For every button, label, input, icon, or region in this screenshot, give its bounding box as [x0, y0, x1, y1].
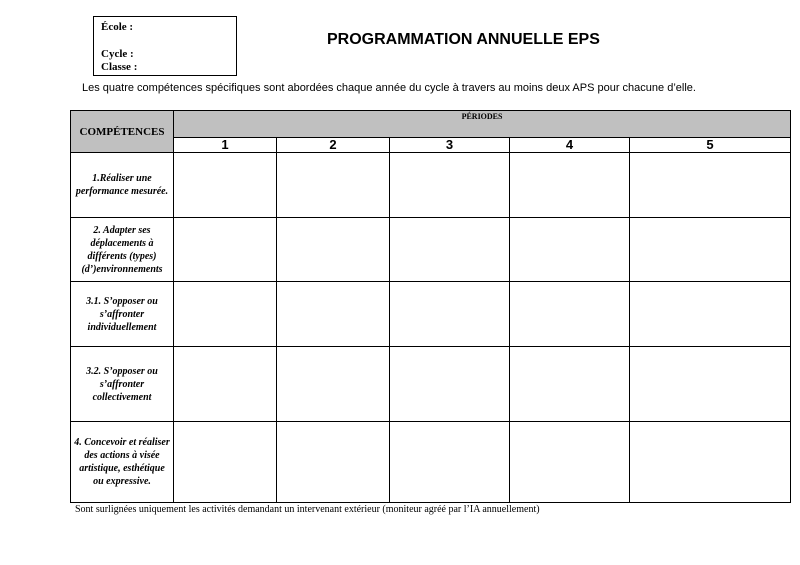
- table-row: [71, 282, 791, 347]
- programming-table: [70, 110, 791, 503]
- period-cell[interactable]: [630, 153, 791, 218]
- period-cell[interactable]: [510, 282, 630, 347]
- period-cell[interactable]: [630, 282, 791, 347]
- periodes-header: PÉRIODES: [174, 111, 791, 138]
- period-cell[interactable]: [174, 347, 277, 422]
- period-cell[interactable]: [277, 347, 390, 422]
- period-cell[interactable]: [510, 347, 630, 422]
- period-cell[interactable]: [390, 347, 510, 422]
- cycle-label: Cycle :: [101, 48, 134, 60]
- competence-cell: 4. Concevoir et réaliser des actions à visée artistique, esthétique ou expressive.: [71, 422, 174, 503]
- competences-header: COMPÉTENCES: [71, 111, 174, 153]
- period-header: 2: [277, 138, 390, 153]
- table-row: [71, 422, 791, 503]
- period-cell[interactable]: [174, 422, 277, 503]
- table-row: [71, 347, 791, 422]
- school-info-box: [93, 16, 237, 76]
- competence-cell: 1.Réaliser une performance mesurée.: [71, 153, 174, 218]
- period-cell[interactable]: [390, 282, 510, 347]
- period-cell[interactable]: [630, 218, 791, 282]
- competence-cell: 2. Adapter ses déplacements à différents (types) (d’)environnements: [71, 218, 174, 282]
- period-cell[interactable]: [510, 218, 630, 282]
- school-label: École :: [101, 21, 134, 33]
- period-header: 4: [510, 138, 630, 153]
- period-cell[interactable]: [174, 218, 277, 282]
- footnote: Sont surlignées uniquement les activités demandant un intervenant extérieur (moniteur agréé par l’IA annuellement): [75, 504, 540, 515]
- competence-cell: 3.2. S’opposer ou s’affronter collectivement: [71, 347, 174, 422]
- page-title: PROGRAMMATION ANNUELLE EPS: [327, 31, 600, 48]
- period-cell[interactable]: [510, 422, 630, 503]
- period-header: 5: [630, 138, 791, 153]
- period-cell[interactable]: [630, 422, 791, 503]
- period-cell[interactable]: [277, 218, 390, 282]
- period-cell[interactable]: [174, 282, 277, 347]
- table-row: [71, 153, 791, 218]
- table-row: [71, 218, 791, 282]
- period-cell[interactable]: [277, 282, 390, 347]
- competence-cell: 3.1. S’opposer ou s’affronter individuellement: [71, 282, 174, 347]
- period-cell[interactable]: [510, 153, 630, 218]
- intro-text: Les quatre compétences spécifiques sont abordées chaque année du cycle à travers au moins deux APS pour chacune d’elle.: [82, 82, 696, 94]
- period-cell[interactable]: [277, 422, 390, 503]
- period-header: 3: [390, 138, 510, 153]
- period-cell[interactable]: [174, 153, 277, 218]
- period-header: 1: [174, 138, 277, 153]
- period-cell[interactable]: [390, 422, 510, 503]
- period-cell[interactable]: [630, 347, 791, 422]
- period-cell[interactable]: [277, 153, 390, 218]
- class-label: Classe :: [101, 61, 138, 73]
- period-cell[interactable]: [390, 153, 510, 218]
- period-cell[interactable]: [390, 218, 510, 282]
